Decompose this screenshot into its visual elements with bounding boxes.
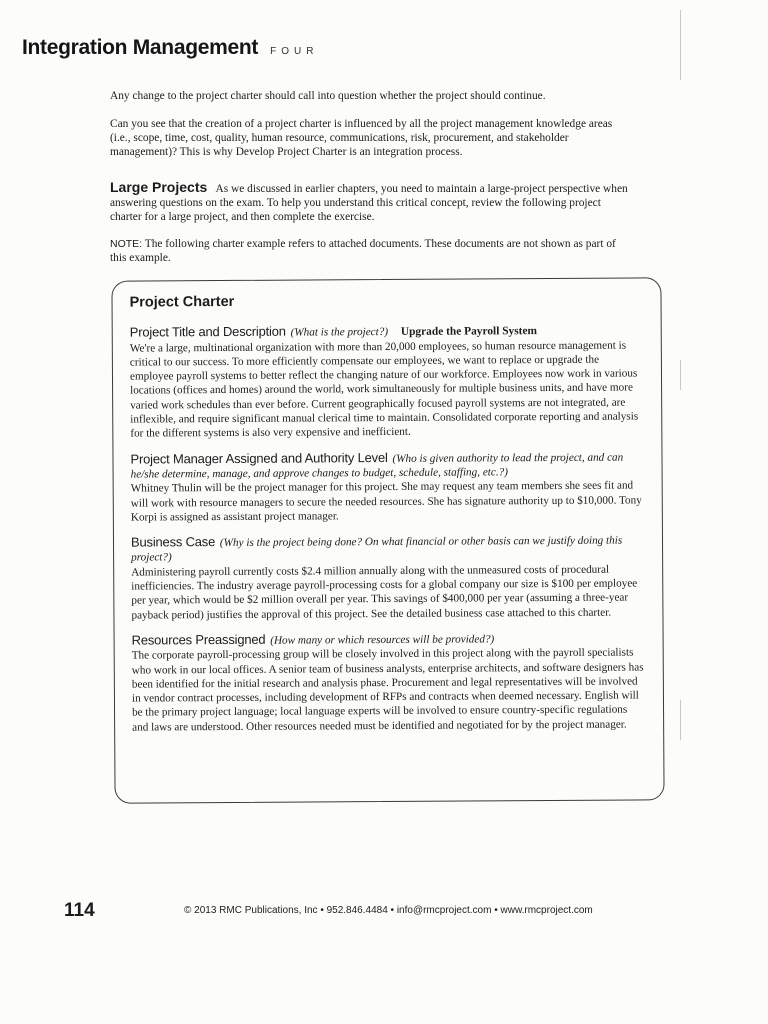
section-body: The corporate payroll-processing group will be closely involved in this project along with the payroll specialists who work in our local offices. A senior team of business analysts, enterprise architects, and software designers has been identified for the initial research and analysis phase. Procurement and legal representatives will be involved in vendor contract processes, including development of RFPs and contracts when deemed necessary. English will be the primary project language; local language experts will be involved to ensure country-specific regulations and laws are understood. Other resources needed must be identified and negotiated for by the project manager. [131,646,644,734]
footer-copyright: © 2013 RMC Publications, Inc • 952.846.4484 • info@rmcproject.com • www.rmcproject.com [184,905,593,916]
scan-edge-line [680,360,681,390]
project-charter-box [111,277,664,803]
section-heading: Project Manager Assigned and Authority Level [130,449,388,467]
section-answer: Upgrade the Payroll System [400,325,538,339]
charter-title: Project Charter [129,293,235,311]
charter-section-title-description [130,323,645,442]
project-charter-content [129,292,646,745]
section-question: (Why is the project being done? On what financial or other basis can we justify doing this project?) [131,534,623,565]
note-text: The following charter example refers to attached documents. These documents are not shown as part of this example. [110,238,616,264]
note-paragraph [110,237,630,265]
large-projects-heading: Large Projects [110,179,208,195]
chapter-header [22,36,318,60]
intro-paragraph: Can you see that the creation of a project charter is influenced by all the project management knowledge areas (i.e., scope, time, cost, quality, human resource, communications, risk, procurement, and stakeholder management)? This is why Develop Project Charter is an integration process. [110,118,613,158]
section-question: (How many or which resources will be provided?) [270,633,495,647]
charter-section-resources [132,630,647,734]
section-question: (What is the project?) [290,326,389,339]
section-body: We're a large, multinational organization with more than 20,000 employees, so human resource management is critical to our success. To more efficiently compensate our employees, we want to replace or upgrade the employee payroll systems to better reflect the changing nature of our workforce. Employees now work in various locations (offices and homes) around the world, work simultaneously for multiple business units, and have more varied work schedules than ever before. Current geographically focused payroll systems are not integrated, are inflexible, and require significant manual clerical time to maintain. Consolidated corporate reporting and analysis for the different systems is also very expensive and inefficient. [129,339,639,440]
chapter-number: FOUR [270,46,319,57]
section-heading: Business Case [130,534,216,550]
page-number: 114 [64,900,95,921]
large-projects-text: As we discussed in earlier chapters, you need to maintain a large-project perspective when answering questions on the exam. To help you understand this critical concept, review the following project charter for a large project, and then complete the exercise. [110,183,628,223]
section-heading: Resources Preassigned [131,631,266,648]
section-question: (Who is given authority to lead the project, and can he/she determine, manage, and approve changes to budget, schedule, staffing, etc.?) [130,451,624,481]
note-label: NOTE: [110,238,143,250]
section-heading: Project Title and Description [129,323,286,340]
section-body: Administering payroll currently costs $2.4 million annually along with the unmeasured costs of procedural inefficiencies. The industry average payroll-processing costs for a global company our size is $100 per employee per year, which would be $2 million overall per year. This savings of $400,000 per year (assuming a three-year payback period) justifies the approval of this project. See the detailed business case attached to this charter. [131,563,638,622]
chapter-title: Integration Management [22,36,259,59]
large-projects-paragraph [110,180,630,224]
charter-section-project-manager [130,449,644,525]
section-body: Whitney Thulin will be the project manager for this project. She may request any team members she sees fit and will work with resource managers to secure the needed resources. She has signature authority up to $10,000. Tony Korpi is assigned as assistant project manager. [130,479,642,524]
scan-edge-line [680,10,681,80]
charter-section-business-case [131,533,646,623]
scan-edge-line [680,700,681,740]
intro-paragraph: Any change to the project charter should call into question whether the project should continue. [110,90,546,102]
